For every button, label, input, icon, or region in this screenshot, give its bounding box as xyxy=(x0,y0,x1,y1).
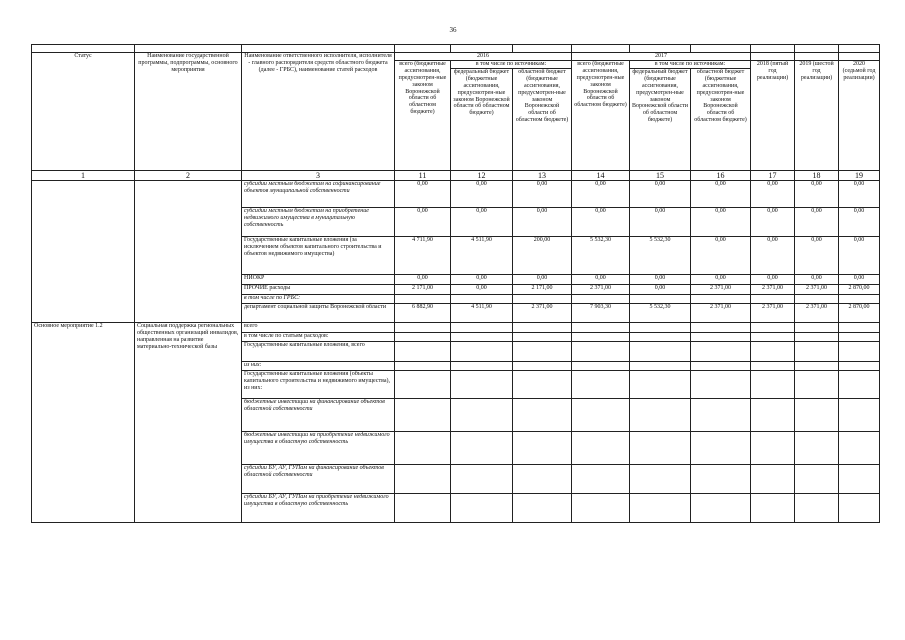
sources-2016-header: в том числе по источникам: xyxy=(451,61,572,69)
value-cell: 2 371,00 xyxy=(795,304,839,323)
value-cell: 0,00 xyxy=(451,285,513,295)
value-cell: 2 371,00 xyxy=(691,285,751,295)
value-cell: 0,00 xyxy=(795,181,839,208)
name-cell-empty xyxy=(135,181,242,323)
value-cell: 0,00 xyxy=(630,208,691,237)
value-cell: 200,00 xyxy=(513,237,572,275)
value-cell: 0,00 xyxy=(839,237,880,275)
value-cell: 0,00 xyxy=(839,275,880,285)
col-num: 1 xyxy=(32,171,135,181)
value-cell: 0,00 xyxy=(395,208,451,237)
measure-row xyxy=(32,323,880,333)
row-label: Государственные капитальные вложения (объекты капитального строительства и недвижимого имущества), из них: xyxy=(242,371,395,399)
col-num: 15 xyxy=(630,171,691,181)
row-label: бюджетные инвестиции на финансирование объектов областной собственности xyxy=(242,399,395,432)
col-num: 2 xyxy=(135,171,242,181)
value-cell: 5 532,30 xyxy=(630,304,691,323)
col-num: 19 xyxy=(839,171,880,181)
value-cell: 2 870,00 xyxy=(839,304,880,323)
budget-table xyxy=(31,44,880,523)
value-cell: 4 511,90 xyxy=(451,304,513,323)
col-num: 11 xyxy=(395,171,451,181)
row-label: всего xyxy=(242,323,395,333)
value-cell: 2 371,00 xyxy=(691,304,751,323)
row-label: департамент социальной защиты Воронежской области xyxy=(242,304,395,323)
value-cell: 0,00 xyxy=(751,181,795,208)
row-label: Государственные капитальные вложения, всего xyxy=(242,342,395,362)
value-cell: 0,00 xyxy=(630,285,691,295)
value-cell: 0,00 xyxy=(751,237,795,275)
value-cell: 0,00 xyxy=(513,181,572,208)
measure-name: Социальная поддержка региональных общественных организаций инвалидов, направленная на развитие материально-технической базы xyxy=(135,323,242,523)
row-label: Государственные капитальные вложения (за исключением объектов капитального строительства и объектов недвижимого имущества) xyxy=(242,237,395,275)
value-cell: 4 711,90 xyxy=(395,237,451,275)
value-cell: 0,00 xyxy=(795,208,839,237)
value-cell: 0,00 xyxy=(451,181,513,208)
row-label: ПРОЧИЕ расходы xyxy=(242,285,395,295)
row-label: из них: xyxy=(242,362,395,371)
value-cell: 6 882,90 xyxy=(395,304,451,323)
column-numbers-row xyxy=(32,171,880,181)
col-num: 3 xyxy=(242,171,395,181)
value-cell: 0,00 xyxy=(451,275,513,285)
y2019-header: 2019 (шестой год реализации) xyxy=(795,61,839,171)
value-cell: 2 870,00 xyxy=(839,285,880,295)
value-cell: 0,00 xyxy=(795,275,839,285)
value-cell: 0,00 xyxy=(572,181,630,208)
regional-2017-header: областной бюджет (бюджетные ассигнования, предусмотрен-ные законом Воронежской области об областном бюджете) xyxy=(691,69,751,171)
value-cell: 7 903,30 xyxy=(572,304,630,323)
year-2016-header: 2016 xyxy=(395,53,572,61)
value-cell: 0,00 xyxy=(395,275,451,285)
value-cell: 2 371,00 xyxy=(513,304,572,323)
y2018-header: 2018 (пятый год реализации) xyxy=(751,61,795,171)
y2020-header: 2020 (седьмой год реализации) xyxy=(839,61,880,171)
value-cell: 0,00 xyxy=(630,275,691,285)
value-cell: 2 171,00 xyxy=(395,285,451,295)
year-2017-header: 2017 xyxy=(572,53,751,61)
measure-status: Основное мероприятие 1.2 xyxy=(32,323,135,523)
value-cell: 5 532,30 xyxy=(630,237,691,275)
value-cell: 0,00 xyxy=(839,208,880,237)
year-row xyxy=(32,53,880,61)
row-label: субсидии местным бюджетам на софинансирование объектов муниципальной собственности xyxy=(242,181,395,208)
total-2017-header: всего (бюджетные ассигнования, предусмотрен-ные законом Воронежской области об областном бюджете) xyxy=(572,61,630,171)
value-cell: 0,00 xyxy=(513,275,572,285)
regional-2016-header: областной бюджет (бюджетные ассигнования, предусмотрен-ные законом Воронежской области об областном бюджете) xyxy=(513,69,572,171)
table-row xyxy=(32,181,880,208)
federal-2017-header: федеральный бюджет (бюджетные ассигнования, предусмотрен-ные законом Воронежской области об областном бюджете) xyxy=(630,69,691,171)
executor-header: Наименование ответственного исполнителя, исполнителя - главного распорядителя средств областного бюджета (далее - ГРБС), наименование статей расходов xyxy=(242,53,395,171)
value-cell: 2 371,00 xyxy=(572,285,630,295)
col-num: 17 xyxy=(751,171,795,181)
value-cell: 0,00 xyxy=(751,275,795,285)
col-num: 12 xyxy=(451,171,513,181)
row-label: субсидии местным бюджетам на приобретение недвижимого имущества в муниципальную собственность xyxy=(242,208,395,237)
program-name-header: Наименование государственной программы, подпрограммы, основного мероприятия xyxy=(135,53,242,171)
value-cell: 2 371,00 xyxy=(751,285,795,295)
top-blank-row xyxy=(32,45,880,53)
status-cell-empty xyxy=(32,181,135,323)
status-header: Статус xyxy=(32,53,135,171)
value-cell: 0,00 xyxy=(751,208,795,237)
col-num: 16 xyxy=(691,171,751,181)
value-cell: 2 171,00 xyxy=(513,285,572,295)
value-cell: 4 511,90 xyxy=(451,237,513,275)
value-cell: 0,00 xyxy=(691,237,751,275)
row-label: в том числе по статьям расходов: xyxy=(242,333,395,342)
col-num: 13 xyxy=(513,171,572,181)
row-label: в том числе по ГРБС: xyxy=(242,295,395,304)
col-num: 14 xyxy=(572,171,630,181)
value-cell: 5 532,30 xyxy=(572,237,630,275)
value-cell: 0,00 xyxy=(691,275,751,285)
value-cell: 0,00 xyxy=(795,237,839,275)
col-num: 18 xyxy=(795,171,839,181)
value-cell: 0,00 xyxy=(451,208,513,237)
value-cell: 0,00 xyxy=(572,275,630,285)
row-label: НИОКР xyxy=(242,275,395,285)
row-label: субсидии БУ, АУ, ГУПам на финансирование объектов областной собственности xyxy=(242,465,395,494)
value-cell: 0,00 xyxy=(395,181,451,208)
page-number: 36 xyxy=(449,26,457,34)
row-label: бюджетные инвестиции на приобретение недвижимого имущества в областную собственность xyxy=(242,432,395,465)
value-cell: 2 371,00 xyxy=(751,304,795,323)
value-cell: 0,00 xyxy=(691,181,751,208)
value-cell: 0,00 xyxy=(513,208,572,237)
value-cell: 0,00 xyxy=(839,181,880,208)
sources-2017-header: в том числе по источникам: xyxy=(630,61,751,69)
value-cell: 0,00 xyxy=(572,208,630,237)
row-label: субсидии БУ, АУ, ГУПам на приобретение недвижимого имущества в областную собственность xyxy=(242,494,395,523)
value-cell: 0,00 xyxy=(630,181,691,208)
total-2016-header: всего (бюджетные ассигнования, предусмотрен-ные законом Воронежской области об областном бюджете) xyxy=(395,61,451,171)
value-cell: 2 371,00 xyxy=(795,285,839,295)
federal-2016-header: федеральный бюджет (бюджетные ассигнования, предусмотрен-ные законом Воронежской области об областном бюджете) xyxy=(451,69,513,171)
value-cell: 0,00 xyxy=(691,208,751,237)
